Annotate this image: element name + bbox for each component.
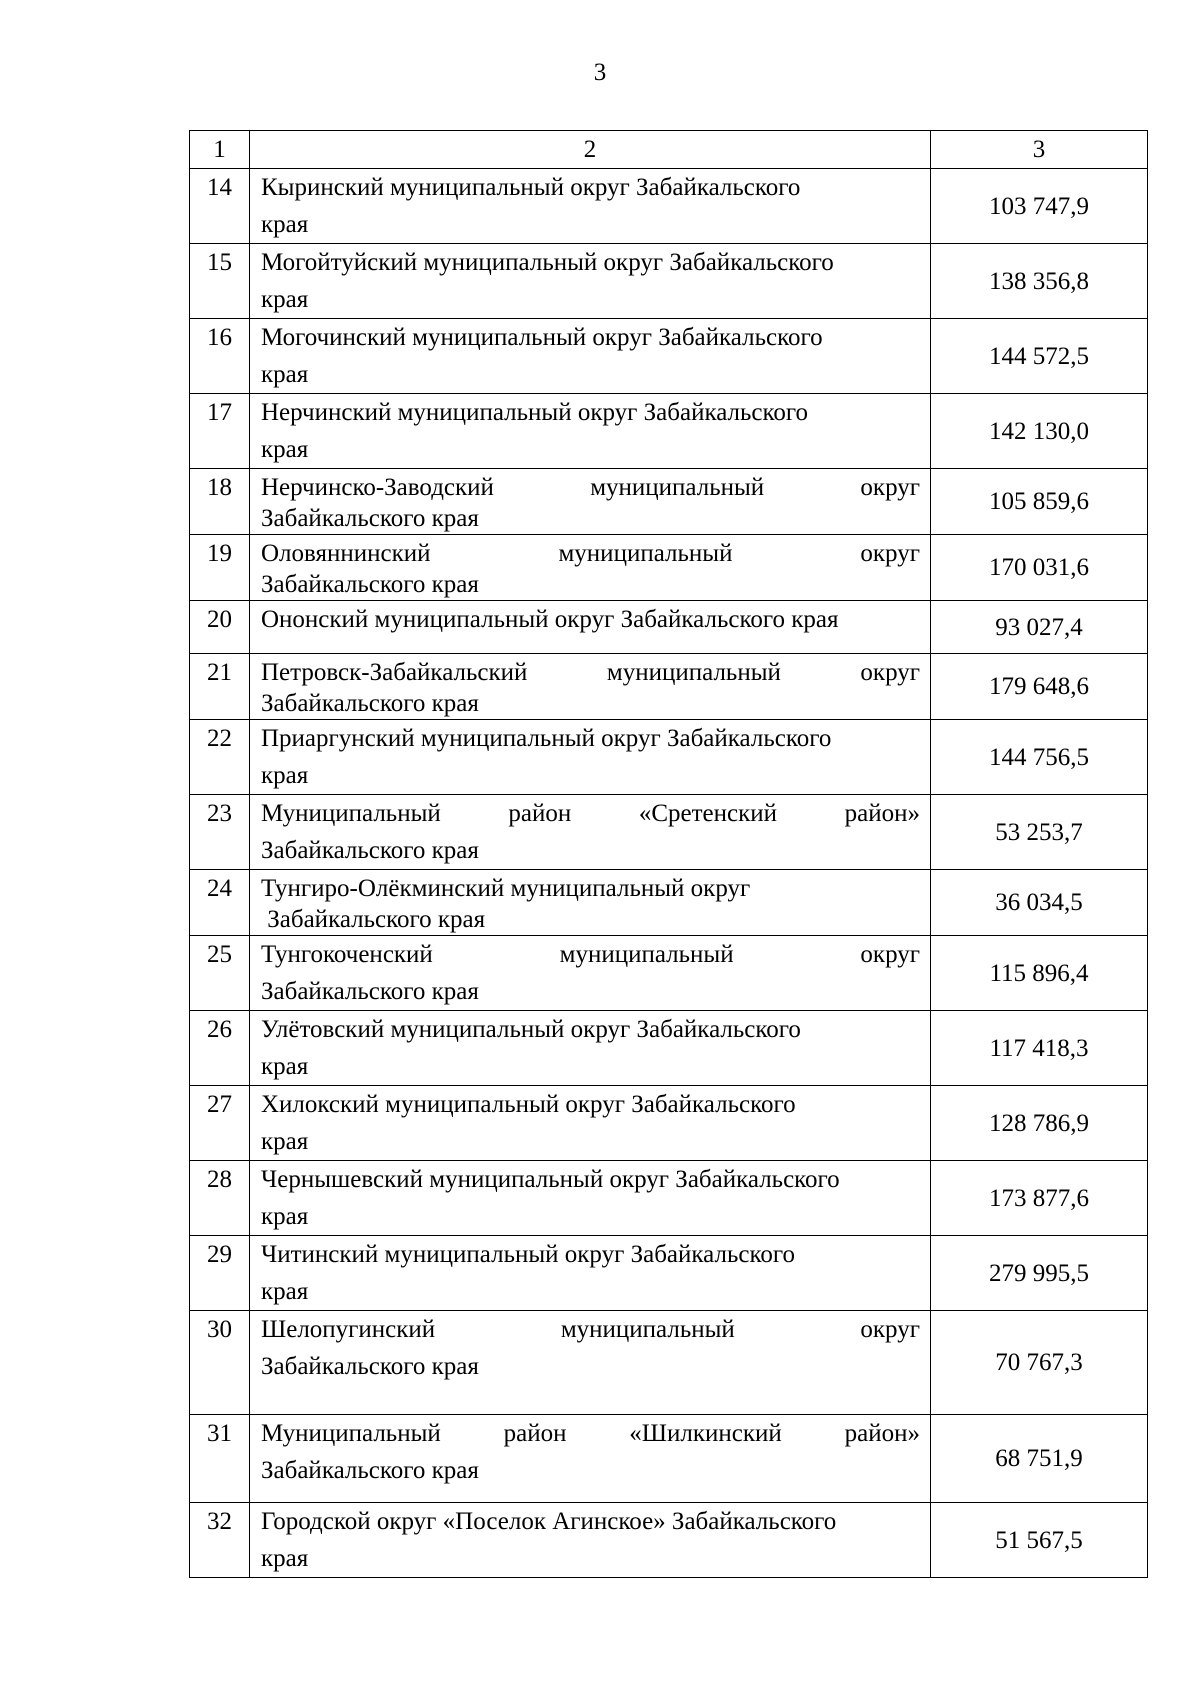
- municipality-name: [250, 601, 931, 654]
- header-col-2: 2: [250, 131, 931, 169]
- table-row: [190, 319, 1148, 394]
- row-number: 14: [190, 169, 250, 244]
- amount-value: 36 034,5: [931, 870, 1148, 936]
- name-line-2: края: [261, 1203, 309, 1230]
- name-line-2: края: [261, 1053, 309, 1080]
- name-word: «Шилкинский: [629, 1420, 782, 1447]
- header-col-1: 1: [190, 131, 250, 169]
- municipality-name: [250, 394, 931, 469]
- row-number: 23: [190, 795, 250, 870]
- table-row: [190, 535, 1148, 601]
- amount-value: 138 356,8: [931, 244, 1148, 319]
- name-line-1: [261, 1415, 920, 1452]
- row-number: 29: [190, 1236, 250, 1311]
- municipality-name: [250, 1311, 931, 1415]
- name-line-1: [261, 936, 920, 973]
- name-line-2: Забайкальского края: [261, 571, 479, 598]
- name-word: округ: [860, 1316, 920, 1343]
- name-line-1: Городской округ «Поселок Агинское» Забайкальского: [261, 1508, 837, 1535]
- row-number: 26: [190, 1011, 250, 1086]
- name-line-1: [261, 657, 920, 688]
- name-line-1: Хилокский муниципальный округ Забайкальского: [261, 1091, 796, 1118]
- name-word: муниципальный: [560, 1316, 735, 1343]
- allocation-table: [189, 130, 1148, 1578]
- row-number: 16: [190, 319, 250, 394]
- name-line-2: края: [261, 1545, 309, 1572]
- name-word: округ: [860, 659, 920, 686]
- name-word: район: [508, 800, 572, 827]
- name-line-2: края: [261, 1128, 309, 1155]
- name-word: округ: [860, 941, 920, 968]
- municipality-name: [250, 870, 931, 936]
- name-word: Нерчинско-Заводский: [261, 474, 494, 501]
- name-word: Муниципальный: [261, 1420, 441, 1447]
- name-line-1: [261, 538, 920, 569]
- name-line-1: Приаргунский муниципальный округ Забайкальского: [261, 725, 832, 752]
- row-number: 15: [190, 244, 250, 319]
- municipality-name: [250, 654, 931, 720]
- name-line-1: Улётовский муниципальный округ Забайкальского: [261, 1016, 801, 1043]
- row-number: 20: [190, 601, 250, 654]
- name-word: район»: [844, 1420, 920, 1447]
- municipality-name: [250, 1086, 931, 1161]
- name-word: муниципальный: [590, 474, 765, 501]
- name-line-2: Забайкальского края: [261, 906, 486, 933]
- table-row: [190, 1503, 1148, 1578]
- amount-value: 279 995,5: [931, 1236, 1148, 1311]
- name-word: муниципальный: [606, 659, 781, 686]
- amount-value: 144 756,5: [931, 720, 1148, 795]
- amount-value: 93 027,4: [931, 601, 1148, 654]
- row-number: 28: [190, 1161, 250, 1236]
- name-line-1: Чернышевский муниципальный округ Забайкальского: [261, 1166, 840, 1193]
- name-line-2: Забайкальского края: [261, 837, 479, 864]
- row-number: 31: [190, 1415, 250, 1503]
- table-row: [190, 1236, 1148, 1311]
- municipality-name: [250, 535, 931, 601]
- name-word: «Сретенский: [638, 800, 777, 827]
- municipality-name: [250, 936, 931, 1011]
- row-number: 22: [190, 720, 250, 795]
- name-line-2: края: [261, 762, 309, 789]
- amount-value: 51 567,5: [931, 1503, 1148, 1578]
- name-line-2: Забайкальского края: [261, 1353, 479, 1380]
- row-number: 30: [190, 1311, 250, 1415]
- municipality-name: [250, 244, 931, 319]
- table-row: [190, 244, 1148, 319]
- name-line-1: Ононский муниципальный округ Забайкальского края: [261, 606, 839, 633]
- name-line-2: края: [261, 286, 309, 313]
- name-word: округ: [860, 540, 920, 567]
- name-line-2: края: [261, 211, 309, 238]
- name-line-2: края: [261, 436, 309, 463]
- name-word: муниципальный: [559, 941, 734, 968]
- row-number: 19: [190, 535, 250, 601]
- amount-value: 173 877,6: [931, 1161, 1148, 1236]
- municipality-name: [250, 319, 931, 394]
- amount-value: 179 648,6: [931, 654, 1148, 720]
- municipality-name: [250, 795, 931, 870]
- name-word: Муниципальный: [261, 800, 441, 827]
- name-word: Тунгокоченский: [261, 941, 433, 968]
- amount-value: 117 418,3: [931, 1011, 1148, 1086]
- table-row: [190, 601, 1148, 654]
- name-word: Петровск-Забайкальский: [261, 659, 528, 686]
- name-word: район: [503, 1420, 567, 1447]
- amount-value: 170 031,6: [931, 535, 1148, 601]
- name-word: Оловяннинский: [261, 540, 431, 567]
- name-line-1: [261, 795, 920, 832]
- name-line-2: Забайкальского края: [261, 690, 479, 717]
- amount-value: 103 747,9: [931, 169, 1148, 244]
- municipality-name: [250, 1011, 931, 1086]
- table-row: [190, 1161, 1148, 1236]
- table-row: [190, 1011, 1148, 1086]
- name-line-2: Забайкальского края: [261, 978, 479, 1005]
- table-row: [190, 1086, 1148, 1161]
- row-number: 25: [190, 936, 250, 1011]
- row-number: 24: [190, 870, 250, 936]
- municipality-name: [250, 1415, 931, 1503]
- row-number: 32: [190, 1503, 250, 1578]
- name-line-1: Могойтуйский муниципальный округ Забайкальского: [261, 249, 834, 276]
- amount-value: 105 859,6: [931, 469, 1148, 535]
- name-word: муниципальный: [558, 540, 733, 567]
- table-row: [190, 394, 1148, 469]
- table-row: [190, 720, 1148, 795]
- municipality-name: [250, 469, 931, 535]
- table-row: [190, 1415, 1148, 1503]
- name-line-2: Забайкальского края: [261, 1457, 479, 1484]
- amount-value: 53 253,7: [931, 795, 1148, 870]
- municipality-name: [250, 720, 931, 795]
- name-line-2: Забайкальского края: [261, 505, 479, 532]
- table-row: [190, 795, 1148, 870]
- table-row: [190, 870, 1148, 936]
- name-word: Шелопугинский: [261, 1316, 436, 1343]
- name-line-1: Читинский муниципальный округ Забайкальского: [261, 1241, 795, 1268]
- name-line-1: Кыринский муниципальный округ Забайкальского: [261, 174, 801, 201]
- name-line-1: [261, 472, 920, 503]
- row-number: 17: [190, 394, 250, 469]
- table-header-row: [190, 131, 1148, 169]
- name-line-1: Тунгиро-Олёкминский муниципальный округ: [261, 875, 751, 902]
- row-number: 27: [190, 1086, 250, 1161]
- name-line-2: края: [261, 1278, 309, 1305]
- amount-value: 128 786,9: [931, 1086, 1148, 1161]
- municipality-name: [250, 1236, 931, 1311]
- amount-value: 142 130,0: [931, 394, 1148, 469]
- name-line-1: Нерчинский муниципальный округ Забайкальского: [261, 399, 809, 426]
- name-line-1: Могочинский муниципальный округ Забайкальского: [261, 324, 823, 351]
- row-number: 18: [190, 469, 250, 535]
- name-word: округ: [860, 474, 920, 501]
- amount-value: 68 751,9: [931, 1415, 1148, 1503]
- header-col-3: 3: [931, 131, 1148, 169]
- municipality-name: [250, 1503, 931, 1578]
- amount-value: 144 572,5: [931, 319, 1148, 394]
- name-line-1: [261, 1311, 920, 1348]
- amount-value: 70 767,3: [931, 1311, 1148, 1415]
- table-row: [190, 1311, 1148, 1415]
- name-line-2: края: [261, 361, 309, 388]
- table-row: [190, 936, 1148, 1011]
- table-row: [190, 169, 1148, 244]
- municipality-name: [250, 169, 931, 244]
- amount-value: 115 896,4: [931, 936, 1148, 1011]
- table-row: [190, 654, 1148, 720]
- municipality-name: [250, 1161, 931, 1236]
- row-number: 21: [190, 654, 250, 720]
- table-row: [190, 469, 1148, 535]
- page-number: 3: [593, 59, 607, 86]
- name-word: район»: [844, 800, 920, 827]
